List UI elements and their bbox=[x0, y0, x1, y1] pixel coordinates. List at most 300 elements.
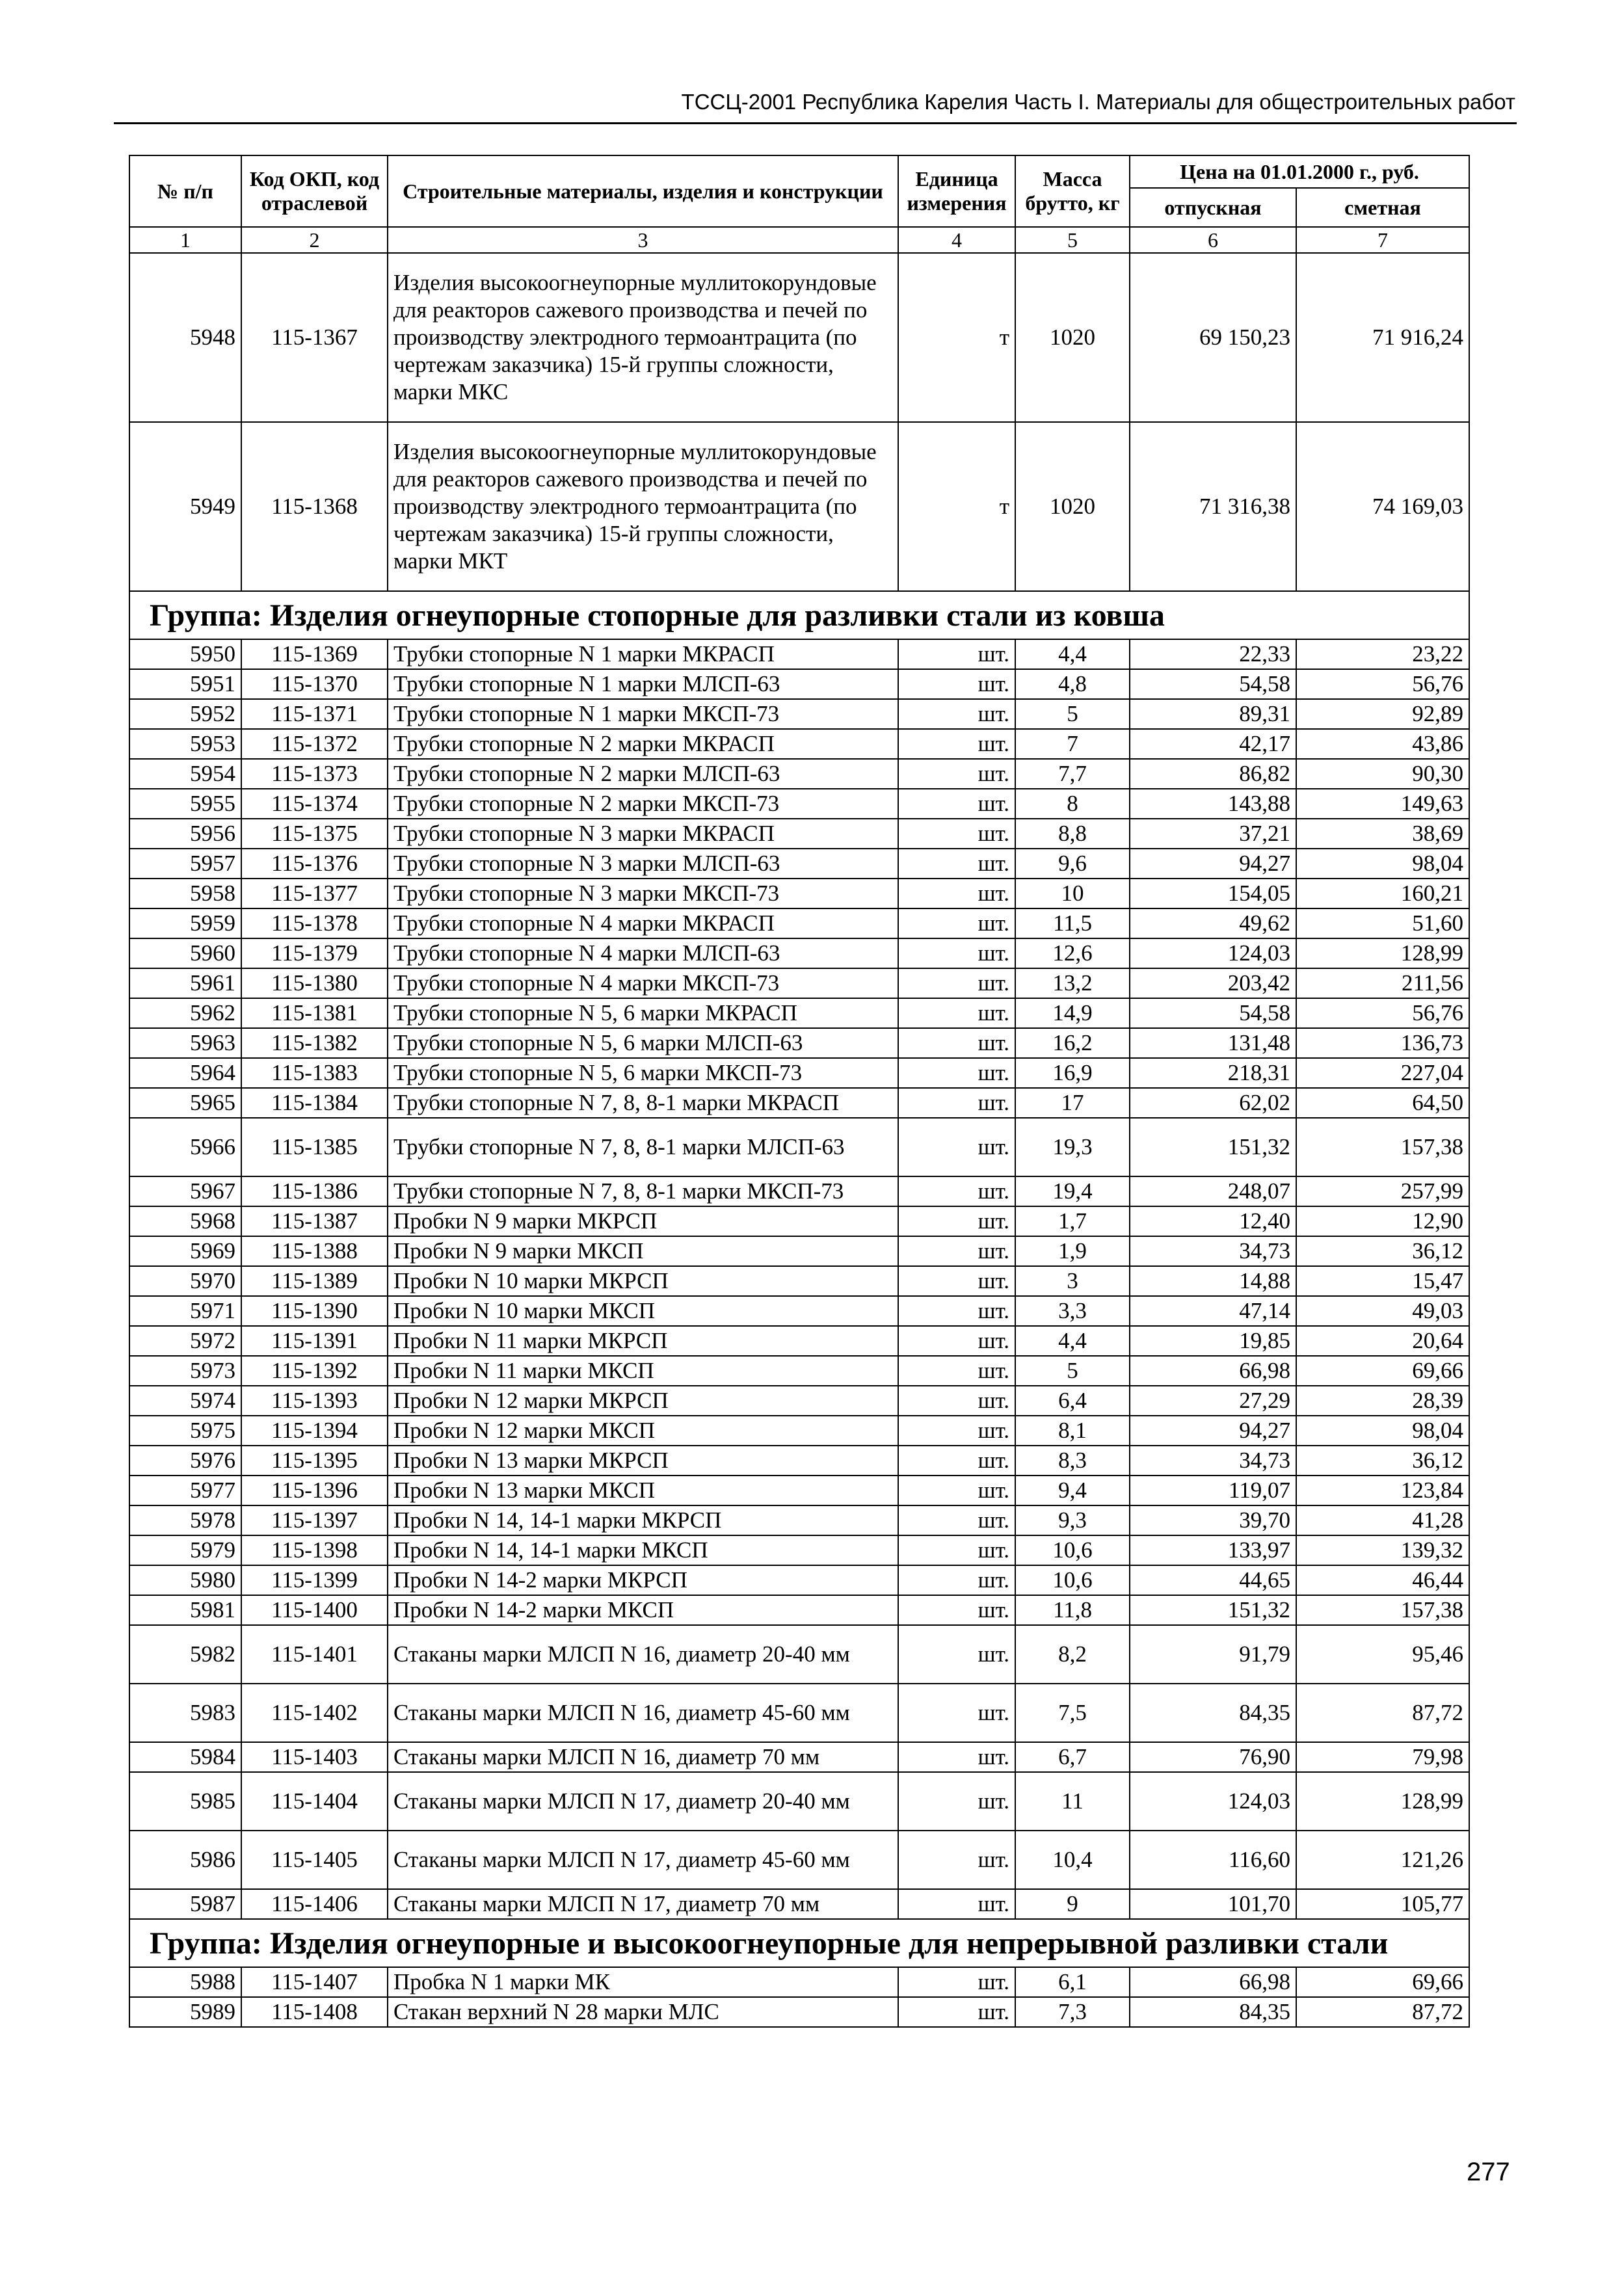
price-estimate: 98,04 bbox=[1296, 849, 1469, 879]
row-number: 5958 bbox=[129, 879, 241, 908]
gross-mass: 5 bbox=[1015, 699, 1130, 729]
price-estimate: 28,39 bbox=[1296, 1386, 1469, 1416]
okp-code: 115-1406 bbox=[241, 1889, 388, 1919]
unit: шт. bbox=[898, 1684, 1015, 1742]
unit: шт. bbox=[898, 1088, 1015, 1118]
price-release: 49,62 bbox=[1130, 908, 1296, 938]
material-name: Пробки N 11 марки МКРСП bbox=[388, 1326, 898, 1356]
row-number: 5950 bbox=[129, 639, 241, 669]
column-number: 5 bbox=[1015, 227, 1130, 253]
row-number: 5989 bbox=[129, 1997, 241, 2027]
okp-code: 115-1367 bbox=[241, 253, 388, 422]
table-row bbox=[129, 1565, 1469, 1595]
price-estimate: 79,98 bbox=[1296, 1742, 1469, 1772]
gross-mass: 10,6 bbox=[1015, 1535, 1130, 1565]
col-header-price: Цена на 01.01.2000 г., руб. bbox=[1130, 155, 1469, 188]
price-release: 131,48 bbox=[1130, 1028, 1296, 1058]
unit: шт. bbox=[898, 1505, 1015, 1535]
price-estimate: 36,12 bbox=[1296, 1236, 1469, 1266]
row-number: 5965 bbox=[129, 1088, 241, 1118]
unit: шт. bbox=[898, 849, 1015, 879]
col-header-mass: Масса брутто, кг bbox=[1015, 155, 1130, 227]
gross-mass: 14,9 bbox=[1015, 998, 1130, 1028]
row-number: 5963 bbox=[129, 1028, 241, 1058]
price-estimate: 74 169,03 bbox=[1296, 422, 1469, 591]
okp-code: 115-1371 bbox=[241, 699, 388, 729]
price-table bbox=[129, 155, 1470, 2028]
row-number: 5960 bbox=[129, 938, 241, 968]
row-number: 5955 bbox=[129, 789, 241, 819]
okp-code: 115-1391 bbox=[241, 1326, 388, 1356]
column-number: 2 bbox=[241, 227, 388, 253]
price-estimate: 98,04 bbox=[1296, 1416, 1469, 1446]
table-row bbox=[129, 938, 1469, 968]
price-release: 27,29 bbox=[1130, 1386, 1296, 1416]
material-name: Трубки стопорные N 2 марки МКСП-73 bbox=[388, 789, 898, 819]
price-estimate: 136,73 bbox=[1296, 1028, 1469, 1058]
material-name: Трубки стопорные N 1 марки МЛСП-63 bbox=[388, 669, 898, 699]
price-release: 71 316,38 bbox=[1130, 422, 1296, 591]
price-estimate: 69,66 bbox=[1296, 1356, 1469, 1386]
price-release: 54,58 bbox=[1130, 998, 1296, 1028]
gross-mass: 8,2 bbox=[1015, 1625, 1130, 1684]
gross-mass: 4,8 bbox=[1015, 669, 1130, 699]
okp-code: 115-1386 bbox=[241, 1176, 388, 1206]
gross-mass: 1020 bbox=[1015, 422, 1130, 591]
table-row bbox=[129, 1206, 1469, 1236]
material-name: Трубки стопорные N 1 марки МКРАСП bbox=[388, 639, 898, 669]
material-name: Стаканы марки МЛСП N 16, диаметр 70 мм bbox=[388, 1742, 898, 1772]
price-estimate: 56,76 bbox=[1296, 998, 1469, 1028]
unit: шт. bbox=[898, 1625, 1015, 1684]
row-number: 5949 bbox=[129, 422, 241, 591]
price-estimate: 128,99 bbox=[1296, 1772, 1469, 1831]
price-release: 248,07 bbox=[1130, 1176, 1296, 1206]
price-estimate: 227,04 bbox=[1296, 1058, 1469, 1088]
material-name: Изделия высокоогнеупорные муллитокорундовые для реакторов сажевого производства и печей по производству электродного термоантрацита (по чертежам заказчика) 15-й группы сложности, марки МКС bbox=[388, 253, 898, 422]
row-number: 5957 bbox=[129, 849, 241, 879]
col-header-name: Строительные материалы, изделия и конструкции bbox=[388, 155, 898, 227]
material-name: Трубки стопорные N 5, 6 марки МКРАСП bbox=[388, 998, 898, 1028]
unit: шт. bbox=[898, 819, 1015, 849]
gross-mass: 7,3 bbox=[1015, 1997, 1130, 2027]
okp-code: 115-1388 bbox=[241, 1236, 388, 1266]
price-estimate: 121,26 bbox=[1296, 1831, 1469, 1889]
price-release: 14,88 bbox=[1130, 1266, 1296, 1296]
unit: т bbox=[898, 253, 1015, 422]
unit: шт. bbox=[898, 908, 1015, 938]
gross-mass: 10,4 bbox=[1015, 1831, 1130, 1889]
price-release: 151,32 bbox=[1130, 1595, 1296, 1625]
table-row bbox=[129, 1296, 1469, 1326]
material-name: Трубки стопорные N 7, 8, 8-1 марки МКРАСП bbox=[388, 1088, 898, 1118]
material-name: Пробки N 12 марки МКСП bbox=[388, 1416, 898, 1446]
price-estimate: 51,60 bbox=[1296, 908, 1469, 938]
page-number: 277 bbox=[1467, 2158, 1510, 2186]
okp-code: 115-1407 bbox=[241, 1967, 388, 1997]
material-name: Трубки стопорные N 4 марки МКСП-73 bbox=[388, 968, 898, 998]
row-number: 5972 bbox=[129, 1326, 241, 1356]
price-estimate: 64,50 bbox=[1296, 1088, 1469, 1118]
price-release: 34,73 bbox=[1130, 1446, 1296, 1476]
gross-mass: 16,2 bbox=[1015, 1028, 1130, 1058]
gross-mass: 11,8 bbox=[1015, 1595, 1130, 1625]
table-row bbox=[129, 1831, 1469, 1889]
price-release: 62,02 bbox=[1130, 1088, 1296, 1118]
okp-code: 115-1376 bbox=[241, 849, 388, 879]
price-estimate: 56,76 bbox=[1296, 669, 1469, 699]
price-estimate: 123,84 bbox=[1296, 1476, 1469, 1505]
row-number: 5948 bbox=[129, 253, 241, 422]
unit: шт. bbox=[898, 1889, 1015, 1919]
column-number: 3 bbox=[388, 227, 898, 253]
okp-code: 115-1398 bbox=[241, 1535, 388, 1565]
table-row bbox=[129, 1028, 1469, 1058]
price-release: 66,98 bbox=[1130, 1356, 1296, 1386]
unit: шт. bbox=[898, 1206, 1015, 1236]
row-number: 5987 bbox=[129, 1889, 241, 1919]
row-number: 5956 bbox=[129, 819, 241, 849]
table-row bbox=[129, 1446, 1469, 1476]
row-number: 5969 bbox=[129, 1236, 241, 1266]
okp-code: 115-1396 bbox=[241, 1476, 388, 1505]
row-number: 5976 bbox=[129, 1446, 241, 1476]
material-name: Пробки N 14, 14-1 марки МКРСП bbox=[388, 1505, 898, 1535]
row-number: 5961 bbox=[129, 968, 241, 998]
price-release: 69 150,23 bbox=[1130, 253, 1296, 422]
unit: шт. bbox=[898, 1595, 1015, 1625]
column-number-row bbox=[129, 227, 1469, 253]
okp-code: 115-1395 bbox=[241, 1446, 388, 1476]
price-release: 54,58 bbox=[1130, 669, 1296, 699]
material-name: Трубки стопорные N 7, 8, 8-1 марки МКСП-73 bbox=[388, 1176, 898, 1206]
price-release: 39,70 bbox=[1130, 1505, 1296, 1535]
unit: шт. bbox=[898, 1831, 1015, 1889]
okp-code: 115-1403 bbox=[241, 1742, 388, 1772]
table-body bbox=[129, 227, 1469, 2027]
table-row bbox=[129, 1772, 1469, 1831]
running-header: ТССЦ-2001 Республика Карелия Часть I. Материалы для общестроительных работ bbox=[681, 90, 1515, 114]
row-number: 5979 bbox=[129, 1535, 241, 1565]
price-release: 37,21 bbox=[1130, 819, 1296, 849]
material-name: Пробки N 10 марки МКСП bbox=[388, 1296, 898, 1326]
table-row bbox=[129, 968, 1469, 998]
price-estimate: 157,38 bbox=[1296, 1595, 1469, 1625]
gross-mass: 19,4 bbox=[1015, 1176, 1130, 1206]
row-number: 5986 bbox=[129, 1831, 241, 1889]
table-row bbox=[129, 1742, 1469, 1772]
price-release: 218,31 bbox=[1130, 1058, 1296, 1088]
gross-mass: 12,6 bbox=[1015, 938, 1130, 968]
gross-mass: 1020 bbox=[1015, 253, 1130, 422]
table-row bbox=[129, 669, 1469, 699]
price-estimate: 87,72 bbox=[1296, 1997, 1469, 2027]
column-number: 4 bbox=[898, 227, 1015, 253]
price-estimate: 92,89 bbox=[1296, 699, 1469, 729]
price-estimate: 15,47 bbox=[1296, 1266, 1469, 1296]
price-release: 19,85 bbox=[1130, 1326, 1296, 1356]
okp-code: 115-1392 bbox=[241, 1356, 388, 1386]
price-estimate: 46,44 bbox=[1296, 1565, 1469, 1595]
gross-mass: 11,5 bbox=[1015, 908, 1130, 938]
okp-code: 115-1387 bbox=[241, 1206, 388, 1236]
material-name: Трубки стопорные N 5, 6 марки МЛСП-63 bbox=[388, 1028, 898, 1058]
col-header-code: Код ОКП, код отраслевой bbox=[241, 155, 388, 227]
okp-code: 115-1402 bbox=[241, 1684, 388, 1742]
unit: шт. bbox=[898, 1356, 1015, 1386]
table-row bbox=[129, 1416, 1469, 1446]
gross-mass: 6,7 bbox=[1015, 1742, 1130, 1772]
material-name: Пробки N 9 марки МКРСП bbox=[388, 1206, 898, 1236]
gross-mass: 1,9 bbox=[1015, 1236, 1130, 1266]
okp-code: 115-1373 bbox=[241, 759, 388, 789]
unit: шт. bbox=[898, 968, 1015, 998]
group-heading-row bbox=[129, 591, 1469, 639]
material-name: Трубки стопорные N 1 марки МКСП-73 bbox=[388, 699, 898, 729]
table-row bbox=[129, 819, 1469, 849]
gross-mass: 4,4 bbox=[1015, 1326, 1130, 1356]
material-name: Стаканы марки МЛСП N 17, диаметр 70 мм bbox=[388, 1889, 898, 1919]
table-row bbox=[129, 879, 1469, 908]
material-name: Пробки N 11 марки МКСП bbox=[388, 1356, 898, 1386]
unit: шт. bbox=[898, 1967, 1015, 1997]
unit: шт. bbox=[898, 1416, 1015, 1446]
material-name: Пробка N 1 марки МК bbox=[388, 1967, 898, 1997]
gross-mass: 17 bbox=[1015, 1088, 1130, 1118]
price-release: 116,60 bbox=[1130, 1831, 1296, 1889]
row-number: 5985 bbox=[129, 1772, 241, 1831]
group-heading: Группа: Изделия огнеупорные стопорные для разливки стали из ковша bbox=[129, 591, 1469, 639]
gross-mass: 10 bbox=[1015, 879, 1130, 908]
material-name: Стаканы марки МЛСП N 17, диаметр 20-40 мм bbox=[388, 1772, 898, 1831]
unit: шт. bbox=[898, 1296, 1015, 1326]
price-estimate: 211,56 bbox=[1296, 968, 1469, 998]
gross-mass: 6,4 bbox=[1015, 1386, 1130, 1416]
price-release: 84,35 bbox=[1130, 1684, 1296, 1742]
row-number: 5953 bbox=[129, 729, 241, 759]
gross-mass: 6,1 bbox=[1015, 1967, 1130, 1997]
okp-code: 115-1393 bbox=[241, 1386, 388, 1416]
gross-mass: 9,3 bbox=[1015, 1505, 1130, 1535]
table-row bbox=[129, 849, 1469, 879]
unit: шт. bbox=[898, 998, 1015, 1028]
row-number: 5968 bbox=[129, 1206, 241, 1236]
price-release: 91,79 bbox=[1130, 1625, 1296, 1684]
table-row bbox=[129, 1088, 1469, 1118]
unit: шт. bbox=[898, 1386, 1015, 1416]
gross-mass: 10,6 bbox=[1015, 1565, 1130, 1595]
unit: шт. bbox=[898, 1997, 1015, 2027]
gross-mass: 9,6 bbox=[1015, 849, 1130, 879]
material-name: Пробки N 10 марки МКРСП bbox=[388, 1266, 898, 1296]
price-release: 124,03 bbox=[1130, 938, 1296, 968]
material-name: Пробки N 13 марки МКСП bbox=[388, 1476, 898, 1505]
okp-code: 115-1379 bbox=[241, 938, 388, 968]
unit: шт. bbox=[898, 639, 1015, 669]
row-number: 5954 bbox=[129, 759, 241, 789]
okp-code: 115-1378 bbox=[241, 908, 388, 938]
price-release: 119,07 bbox=[1130, 1476, 1296, 1505]
price-release: 154,05 bbox=[1130, 879, 1296, 908]
gross-mass: 1,7 bbox=[1015, 1206, 1130, 1236]
table-row bbox=[129, 1356, 1469, 1386]
price-estimate: 157,38 bbox=[1296, 1118, 1469, 1176]
price-estimate: 36,12 bbox=[1296, 1446, 1469, 1476]
group-heading-row bbox=[129, 1919, 1469, 1967]
table-row bbox=[129, 1236, 1469, 1266]
gross-mass: 11 bbox=[1015, 1772, 1130, 1831]
unit: шт. bbox=[898, 1058, 1015, 1088]
gross-mass: 8,8 bbox=[1015, 819, 1130, 849]
row-number: 5982 bbox=[129, 1625, 241, 1684]
column-number: 7 bbox=[1296, 227, 1469, 253]
unit: шт. bbox=[898, 1565, 1015, 1595]
material-name: Пробки N 14, 14-1 марки МКСП bbox=[388, 1535, 898, 1565]
okp-code: 115-1397 bbox=[241, 1505, 388, 1535]
gross-mass: 19,3 bbox=[1015, 1118, 1130, 1176]
gross-mass: 9 bbox=[1015, 1889, 1130, 1919]
okp-code: 115-1380 bbox=[241, 968, 388, 998]
header-rule bbox=[114, 122, 1517, 124]
okp-code: 115-1385 bbox=[241, 1118, 388, 1176]
group-heading: Группа: Изделия огнеупорные и высокоогнеупорные для непрерывной разливки стали bbox=[129, 1919, 1469, 1967]
price-release: 124,03 bbox=[1130, 1772, 1296, 1831]
unit: шт. bbox=[898, 1446, 1015, 1476]
table-row bbox=[129, 422, 1469, 591]
material-name: Стаканы марки МЛСП N 17, диаметр 45-60 мм bbox=[388, 1831, 898, 1889]
row-number: 5962 bbox=[129, 998, 241, 1028]
row-number: 5978 bbox=[129, 1505, 241, 1535]
unit: шт. bbox=[898, 789, 1015, 819]
material-name: Трубки стопорные N 5, 6 марки МКСП-73 bbox=[388, 1058, 898, 1088]
price-release: 42,17 bbox=[1130, 729, 1296, 759]
unit: т bbox=[898, 422, 1015, 591]
price-estimate: 257,99 bbox=[1296, 1176, 1469, 1206]
gross-mass: 3 bbox=[1015, 1266, 1130, 1296]
row-number: 5970 bbox=[129, 1266, 241, 1296]
row-number: 5967 bbox=[129, 1176, 241, 1206]
okp-code: 115-1401 bbox=[241, 1625, 388, 1684]
price-estimate: 90,30 bbox=[1296, 759, 1469, 789]
gross-mass: 16,9 bbox=[1015, 1058, 1130, 1088]
okp-code: 115-1394 bbox=[241, 1416, 388, 1446]
price-release: 143,88 bbox=[1130, 789, 1296, 819]
gross-mass: 8,1 bbox=[1015, 1416, 1130, 1446]
material-name: Пробки N 13 марки МКРСП bbox=[388, 1446, 898, 1476]
okp-code: 115-1368 bbox=[241, 422, 388, 591]
row-number: 5959 bbox=[129, 908, 241, 938]
material-name: Трубки стопорные N 3 марки МКСП-73 bbox=[388, 879, 898, 908]
table-row bbox=[129, 1889, 1469, 1919]
okp-code: 115-1384 bbox=[241, 1088, 388, 1118]
material-name: Трубки стопорные N 2 марки МЛСП-63 bbox=[388, 759, 898, 789]
unit: шт. bbox=[898, 1028, 1015, 1058]
row-number: 5951 bbox=[129, 669, 241, 699]
row-number: 5971 bbox=[129, 1296, 241, 1326]
material-name: Изделия высокоогнеупорные муллитокорундовые для реакторов сажевого производства и печей по производству электродного термоантрацита (по чертежам заказчика) 15-й группы сложности, марки МКТ bbox=[388, 422, 898, 591]
okp-code: 115-1405 bbox=[241, 1831, 388, 1889]
okp-code: 115-1389 bbox=[241, 1266, 388, 1296]
material-name: Пробки N 14-2 марки МКРСП bbox=[388, 1565, 898, 1595]
price-estimate: 49,03 bbox=[1296, 1296, 1469, 1326]
col-header-num: № п/п bbox=[129, 155, 241, 227]
gross-mass: 8 bbox=[1015, 789, 1130, 819]
gross-mass: 9,4 bbox=[1015, 1476, 1130, 1505]
price-estimate: 20,64 bbox=[1296, 1326, 1469, 1356]
price-release: 133,97 bbox=[1130, 1535, 1296, 1565]
okp-code: 115-1374 bbox=[241, 789, 388, 819]
row-number: 5980 bbox=[129, 1565, 241, 1595]
table-row bbox=[129, 789, 1469, 819]
unit: шт. bbox=[898, 1742, 1015, 1772]
material-name: Трубки стопорные N 3 марки МЛСП-63 bbox=[388, 849, 898, 879]
table-row bbox=[129, 1176, 1469, 1206]
okp-code: 115-1370 bbox=[241, 669, 388, 699]
table-row bbox=[129, 1058, 1469, 1088]
col-header-unit: Единица измерения bbox=[898, 155, 1015, 227]
table-row bbox=[129, 1535, 1469, 1565]
material-name: Пробки N 14-2 марки МКСП bbox=[388, 1595, 898, 1625]
unit: шт. bbox=[898, 1772, 1015, 1831]
price-estimate: 12,90 bbox=[1296, 1206, 1469, 1236]
table-row bbox=[129, 639, 1469, 669]
row-number: 5964 bbox=[129, 1058, 241, 1088]
okp-code: 115-1372 bbox=[241, 729, 388, 759]
price-estimate: 105,77 bbox=[1296, 1889, 1469, 1919]
price-estimate: 160,21 bbox=[1296, 879, 1469, 908]
row-number: 5975 bbox=[129, 1416, 241, 1446]
price-release: 44,65 bbox=[1130, 1565, 1296, 1595]
price-estimate: 38,69 bbox=[1296, 819, 1469, 849]
row-number: 5974 bbox=[129, 1386, 241, 1416]
column-number: 6 bbox=[1130, 227, 1296, 253]
unit: шт. bbox=[898, 729, 1015, 759]
material-name: Трубки стопорные N 4 марки МКРАСП bbox=[388, 908, 898, 938]
okp-code: 115-1399 bbox=[241, 1565, 388, 1595]
material-name: Стакан верхний N 28 марки МЛС bbox=[388, 1997, 898, 2027]
price-release: 76,90 bbox=[1130, 1742, 1296, 1772]
table-row bbox=[129, 1595, 1469, 1625]
table-row bbox=[129, 253, 1469, 422]
price-release: 66,98 bbox=[1130, 1967, 1296, 1997]
price-estimate: 43,86 bbox=[1296, 729, 1469, 759]
price-release: 203,42 bbox=[1130, 968, 1296, 998]
gross-mass: 8,3 bbox=[1015, 1446, 1130, 1476]
okp-code: 115-1404 bbox=[241, 1772, 388, 1831]
row-number: 5984 bbox=[129, 1742, 241, 1772]
material-name: Стаканы марки МЛСП N 16, диаметр 20-40 мм bbox=[388, 1625, 898, 1684]
unit: шт. bbox=[898, 1236, 1015, 1266]
row-number: 5952 bbox=[129, 699, 241, 729]
gross-mass: 7,5 bbox=[1015, 1684, 1130, 1742]
unit: шт. bbox=[898, 879, 1015, 908]
price-release: 34,73 bbox=[1130, 1236, 1296, 1266]
okp-code: 115-1369 bbox=[241, 639, 388, 669]
gross-mass: 7,7 bbox=[1015, 759, 1130, 789]
table-row bbox=[129, 1118, 1469, 1176]
table-row bbox=[129, 1967, 1469, 1997]
table-row bbox=[129, 1625, 1469, 1684]
price-release: 22,33 bbox=[1130, 639, 1296, 669]
gross-mass: 4,4 bbox=[1015, 639, 1130, 669]
unit: шт. bbox=[898, 1118, 1015, 1176]
col-header-price-estimate: сметная bbox=[1296, 188, 1469, 227]
gross-mass: 3,3 bbox=[1015, 1296, 1130, 1326]
table-row bbox=[129, 908, 1469, 938]
price-estimate: 69,66 bbox=[1296, 1967, 1469, 1997]
price-release: 86,82 bbox=[1130, 759, 1296, 789]
material-name: Пробки N 9 марки МКСП bbox=[388, 1236, 898, 1266]
